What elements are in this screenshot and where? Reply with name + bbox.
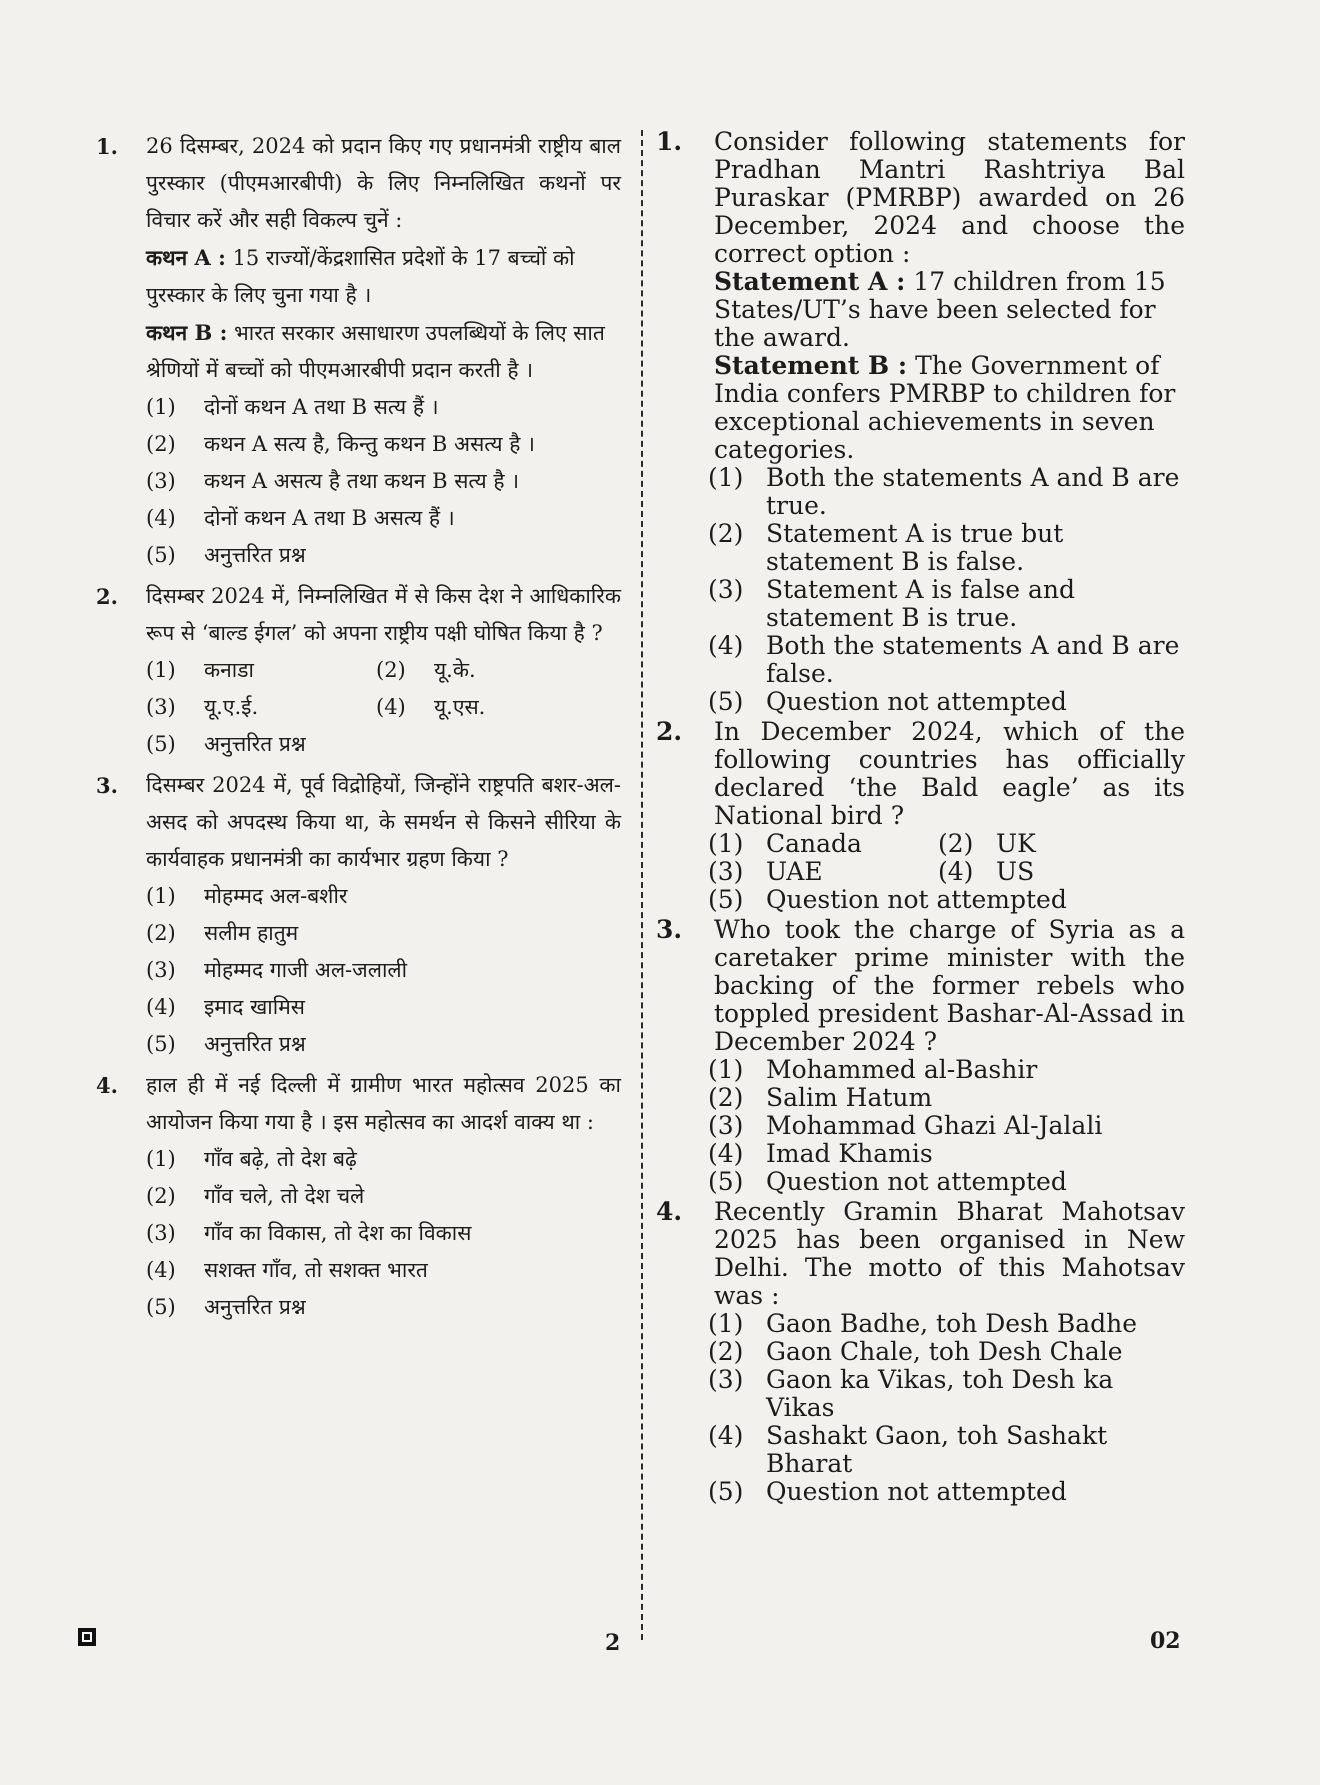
question-text: In December 2024, which of the following countries has officially declared ‘the Bald eagle’ as its National bird ?	[714, 717, 1185, 830]
question-number: 1.	[656, 127, 683, 156]
page-number: 2	[605, 1630, 621, 1656]
statement-a	[146, 239, 621, 314]
option-number: (3)	[146, 1221, 176, 1245]
question-text: Consider following statements for Pradhan Mantri Rashtriya Bal Puraskar (PMRBP) awarded on 26 December, 2024 and choose the correct option :	[714, 127, 1185, 268]
option[interactable]	[938, 858, 1168, 886]
question-number: 2.	[96, 584, 118, 609]
option-number: (2)	[376, 658, 406, 682]
hindi-question-2	[96, 578, 621, 763]
option-text: इमाद खामिस	[204, 995, 305, 1019]
question-number: 2.	[656, 717, 683, 746]
option-number: (5)	[708, 1477, 744, 1506]
option-number: (5)	[146, 1295, 176, 1319]
option-number: (1)	[708, 1055, 744, 1084]
option-number: (2)	[938, 829, 974, 858]
hindi-question-3	[96, 767, 621, 1063]
option-number: (2)	[708, 1337, 744, 1366]
option[interactable]	[708, 464, 1185, 520]
option-text: यू.एस.	[434, 695, 486, 719]
statement-b	[714, 352, 1185, 464]
option[interactable]	[708, 688, 1185, 716]
statement-a-text: 15 राज्यों/केंद्रशासित प्रदेशों के 17 बच्चों को पुरस्कार के लिए चुना गया है ।	[146, 246, 575, 307]
question-text: दिसम्बर 2024 में, पूर्व विद्रोहियों, जिन्होंने राष्ट्रपति बशर-अल-असद को अपदस्थ किया था, के समर्थन से किसने सीरिया के कार्यवाहक प्रधानमंत्री का कार्यभार ग्रहण किया ?	[146, 773, 621, 871]
option[interactable]	[146, 537, 621, 574]
option-text: Imad Khamis	[766, 1139, 933, 1168]
option-number: (2)	[708, 1083, 744, 1112]
option-text: अनुत्तरित प्रश्न	[204, 1032, 306, 1056]
option-number: (3)	[146, 469, 176, 493]
column-divider	[641, 130, 643, 1640]
option-text: Both the statements A and B are false.	[766, 631, 1180, 688]
option-number: (3)	[708, 1111, 744, 1140]
options-list	[146, 1141, 621, 1326]
option[interactable]	[146, 689, 376, 726]
option-text: सशक्त गाँव, तो सशक्त भारत	[204, 1258, 428, 1282]
option-number: (4)	[146, 1258, 176, 1282]
option-number: (5)	[146, 543, 176, 567]
hindi-question-4	[96, 1067, 621, 1326]
question-number: 3.	[656, 915, 683, 944]
option-number: (5)	[146, 1032, 176, 1056]
option-text: कथन A असत्य है तथा कथन B सत्य है ।	[204, 469, 520, 493]
option-text: Both the statements A and B are true.	[766, 463, 1180, 520]
options-grid	[708, 830, 1185, 886]
options-grid	[146, 652, 621, 726]
option-number: (5)	[708, 1167, 744, 1196]
option[interactable]	[146, 1215, 621, 1252]
hindi-column	[96, 128, 621, 1330]
english-question-3	[656, 915, 1185, 1196]
option-number: (4)	[376, 695, 406, 719]
option-number: (5)	[708, 687, 744, 716]
statement-b-text: भारत सरकार असाधारण उपलब्धियों के लिए सात श्रेणियों में बच्चों को पीएमआरबीपी प्रदान करती है ।	[146, 321, 605, 382]
option-text: मोहम्मद अल-बशीर	[204, 884, 348, 908]
question-number: 4.	[656, 1197, 683, 1226]
options-list	[708, 830, 1185, 914]
option[interactable]	[708, 1084, 1185, 1112]
option-number: (3)	[146, 695, 176, 719]
option[interactable]	[146, 915, 621, 952]
option-number: (4)	[708, 631, 744, 660]
option[interactable]	[146, 1178, 621, 1215]
statement-b-label: कथन B :	[146, 320, 228, 345]
options-list	[146, 389, 621, 574]
option-text: Mohammed al-Bashir	[766, 1055, 1038, 1084]
option-text: Mohammad Ghazi Al-Jalali	[766, 1111, 1103, 1140]
option[interactable]	[708, 1168, 1185, 1196]
option[interactable]	[146, 426, 621, 463]
option[interactable]	[708, 1112, 1185, 1140]
option[interactable]	[708, 1422, 1185, 1478]
option-number: (1)	[708, 1309, 744, 1338]
option[interactable]	[146, 989, 621, 1026]
options-list	[708, 464, 1185, 716]
statement-b-text: The Government of India confers PMRBP to children for exceptional achievements in seven categories.	[714, 351, 1176, 464]
option[interactable]	[938, 830, 1168, 858]
question-number: 3.	[96, 773, 118, 798]
option[interactable]	[708, 632, 1185, 688]
question-text: हाल ही में नई दिल्ली में ग्रामीण भारत महोत्सव 2025 का आयोजन किया गया है । इस महोत्सव का आदर्श वाक्य था :	[146, 1073, 621, 1134]
option-text: UAE	[766, 857, 823, 886]
option-text: सलीम हातुम	[204, 921, 299, 945]
option-text: कनाडा	[204, 658, 254, 682]
option-number: (3)	[146, 958, 176, 982]
option-text: गाँव बढ़े, तो देश बढ़े	[204, 1147, 357, 1171]
option-text: दोनों कथन A तथा B सत्य हैं ।	[204, 395, 439, 419]
option[interactable]	[708, 1338, 1185, 1366]
option[interactable]	[146, 878, 621, 915]
option-number: (3)	[708, 857, 744, 886]
option-text: गाँव चले, तो देश चले	[204, 1184, 365, 1208]
option-number: (1)	[708, 463, 744, 492]
options-list	[146, 878, 621, 1063]
option-number: (2)	[708, 519, 744, 548]
option-text: Question not attempted	[766, 1167, 1067, 1196]
english-question-4	[656, 1197, 1185, 1506]
option-number: (4)	[146, 995, 176, 1019]
option-number: (1)	[146, 884, 176, 908]
question-text: Who took the charge of Syria as a caretaker prime minister with the backing of the former rebels who toppled president Bashar-Al-Assad in December 2024 ?	[714, 915, 1185, 1056]
option-text: Gaon Chale, toh Desh Chale	[766, 1337, 1123, 1366]
statement-a-label: Statement A :	[714, 267, 906, 296]
english-question-1	[656, 127, 1185, 716]
option-text: गाँव का विकास, तो देश का विकास	[204, 1221, 472, 1245]
option[interactable]	[708, 1310, 1185, 1338]
option-text: मोहम्मद गाजी अल-जलाली	[204, 958, 408, 982]
option-text: Question not attempted	[766, 687, 1067, 716]
option[interactable]	[146, 1252, 621, 1289]
option-text: Sashakt Gaon, toh Sashakt Bharat	[766, 1421, 1108, 1478]
option-number: (3)	[708, 1365, 744, 1394]
option-text: अनुत्तरित प्रश्न	[204, 1295, 306, 1319]
option[interactable]	[708, 1140, 1185, 1168]
english-column	[656, 127, 1185, 1508]
option[interactable]	[708, 520, 1185, 576]
option[interactable]	[708, 1056, 1185, 1084]
page-code: 02	[1150, 1628, 1181, 1654]
option-text: Canada	[766, 829, 862, 858]
option-text: Statement A is false and statement B is true.	[766, 575, 1076, 632]
option-number: (1)	[708, 829, 744, 858]
options-list	[708, 1310, 1185, 1506]
option-text: यू.ए.ई.	[204, 695, 259, 719]
option[interactable]	[146, 1289, 621, 1326]
option-number: (1)	[146, 1147, 176, 1171]
hindi-question-1	[96, 128, 621, 574]
statement-b	[146, 314, 621, 389]
option-text: Gaon ka Vikas, toh Desh ka Vikas	[766, 1365, 1114, 1422]
option[interactable]	[376, 689, 606, 726]
option[interactable]	[708, 576, 1185, 632]
english-question-2	[656, 717, 1185, 914]
registration-mark-icon	[78, 1628, 96, 1646]
option[interactable]	[376, 652, 606, 689]
option[interactable]	[146, 652, 376, 689]
option-text: दोनों कथन A तथा B असत्य हैं ।	[204, 506, 455, 530]
question-text: दिसम्बर 2024 में, निम्नलिखित में से किस देश ने आधिकारिक रूप से ‘बाल्ड ईगल’ को अपना राष्ट्रीय पक्षी घोषित किया है ?	[146, 584, 621, 645]
option-number: (3)	[708, 575, 744, 604]
option[interactable]	[708, 886, 1185, 914]
option-text: Salim Hatum	[766, 1083, 933, 1112]
option-number: (4)	[938, 857, 974, 886]
option-text: अनुत्तरित प्रश्न	[204, 732, 306, 756]
statement-a	[714, 268, 1185, 352]
option-text: अनुत्तरित प्रश्न	[204, 543, 306, 567]
statement-a-label: कथन A :	[146, 245, 226, 270]
option-number: (1)	[146, 395, 176, 419]
option-number: (4)	[708, 1139, 744, 1168]
options-list	[708, 1056, 1185, 1196]
option[interactable]	[146, 463, 621, 500]
option-text: UK	[996, 829, 1036, 858]
option[interactable]	[146, 726, 621, 763]
option-number: (4)	[708, 1421, 744, 1450]
option-text: यू.के.	[434, 658, 476, 682]
options-list	[146, 652, 621, 763]
option-number: (2)	[146, 1184, 176, 1208]
option[interactable]	[708, 830, 938, 858]
option-number: (2)	[146, 432, 176, 456]
option-text: Gaon Badhe, toh Desh Badhe	[766, 1309, 1138, 1338]
option-number: (1)	[146, 658, 176, 682]
option[interactable]	[146, 389, 621, 426]
option-number: (5)	[146, 732, 176, 756]
option[interactable]	[146, 500, 621, 537]
option[interactable]	[708, 1366, 1185, 1422]
option-text: Question not attempted	[766, 885, 1067, 914]
option-text: Statement A is true but statement B is false.	[766, 519, 1064, 576]
option-number: (4)	[146, 506, 176, 530]
option[interactable]	[146, 1026, 621, 1063]
option-text: कथन A सत्य है, किन्तु कथन B असत्य है ।	[204, 432, 535, 456]
question-number: 1.	[96, 134, 118, 159]
option[interactable]	[708, 858, 938, 886]
question-text: 26 दिसम्बर, 2024 को प्रदान किए गए प्रधानमंत्री राष्ट्रीय बाल पुरस्कार (पीएमआरबीपी) के लिए निम्नलिखित कथनों पर विचार करें और सही विकल्प चुनें :	[146, 134, 621, 232]
statement-a-text: 17 children from 15 States/UT’s have been selected for the award.	[714, 267, 1166, 352]
option-text: Question not attempted	[766, 1477, 1067, 1506]
statement-b-label: Statement B :	[714, 351, 908, 380]
option-number: (5)	[708, 885, 744, 914]
option[interactable]	[146, 1141, 621, 1178]
option[interactable]	[146, 952, 621, 989]
option-text: US	[996, 857, 1035, 886]
question-number: 4.	[96, 1073, 118, 1098]
option[interactable]	[708, 1478, 1185, 1506]
question-text: Recently Gramin Bharat Mahotsav 2025 has been organised in New Delhi. The motto of this Mahotsav was :	[714, 1197, 1185, 1310]
option-number: (2)	[146, 921, 176, 945]
